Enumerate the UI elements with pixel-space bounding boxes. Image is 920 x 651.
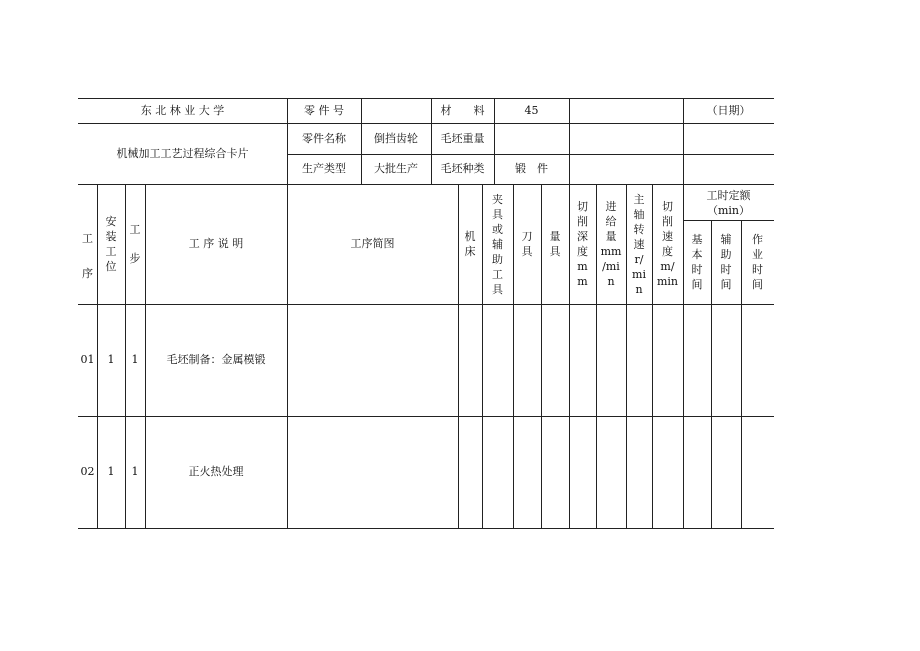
col-cutter: 刀 具 xyxy=(521,230,533,258)
col-operation: 工 序 xyxy=(82,232,93,280)
blank-weight-value xyxy=(494,123,569,154)
hdr-col-5 xyxy=(569,98,570,184)
col-fixture: 夹 具 或 辅 助 工 具 xyxy=(492,192,503,296)
col-cut-speed: 切 削 速 度 m/ min xyxy=(656,200,679,288)
col-aux-time: 辅 助 时 间 xyxy=(720,233,732,291)
blank-type-label: 毛坯种类 xyxy=(440,162,485,175)
border-bottom xyxy=(78,528,774,529)
col-time-quota: 工时定额 （min） xyxy=(706,188,751,217)
row-2-setup: 1 xyxy=(107,465,115,478)
material-value: 45 xyxy=(524,103,539,117)
part-no-value xyxy=(361,98,431,123)
row-1-step: 1 xyxy=(131,353,139,366)
col-gauge: 量 具 xyxy=(549,230,561,258)
process-card xyxy=(78,98,774,529)
row-1-op: 01 xyxy=(80,353,95,366)
production-type-label: 生产类型 xyxy=(302,162,346,175)
col-feed: 进 给 量 mm /mi n xyxy=(600,200,622,288)
col-cut-depth: 切 削 深 度 m m xyxy=(577,200,588,288)
col-sketch: 工序简图 xyxy=(350,237,395,250)
material-label: 材 料 xyxy=(440,103,485,117)
col-machine: 机 床 xyxy=(464,230,476,258)
card-title: 机械加工工艺过程综合卡片 xyxy=(116,147,249,160)
blank-weight-label: 毛坯重量 xyxy=(440,131,485,145)
row-1-setup: 1 xyxy=(107,353,115,366)
part-name-label: 零件名称 xyxy=(302,131,346,145)
part-no-label: 零 件 号 xyxy=(304,103,344,117)
col-setup-station: 安 装 工 位 xyxy=(105,215,117,273)
row-1-description: 毛坯制备：金属模锻 xyxy=(166,353,266,366)
date-label: （日期） xyxy=(706,103,751,117)
col-step: 工 步 xyxy=(129,223,141,265)
col-work-time: 作 业 时 间 xyxy=(752,233,763,291)
row-2-description: 正火热处理 xyxy=(188,465,244,478)
part-name-value: 倒挡齿轮 xyxy=(374,131,418,145)
university-name: 东 北 林 业 大 学 xyxy=(140,103,225,117)
row-2-step: 1 xyxy=(131,465,139,478)
col-description: 工 序 说 明 xyxy=(188,237,244,250)
production-type-value: 大批生产 xyxy=(374,162,418,175)
blank-type-value: 锻 件 xyxy=(515,162,548,175)
row-2-op: 02 xyxy=(80,465,95,478)
col-basic-time: 基 本 时 间 xyxy=(691,233,703,291)
col-spindle-speed: 主 轴 转 速 r/ mi n xyxy=(632,192,646,296)
